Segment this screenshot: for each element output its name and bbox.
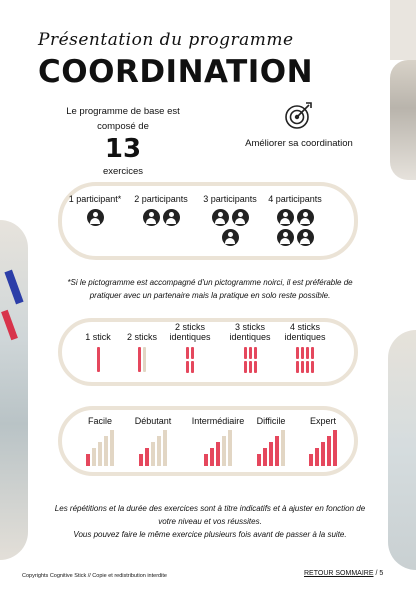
stick-label-line-1: 3 sticks (234, 322, 265, 332)
difficulty-bar (104, 436, 108, 466)
goal-label: Améliorer sa coordination (245, 138, 353, 149)
person-icon (87, 209, 104, 226)
stick-icon (97, 347, 100, 372)
difficulty-bar (145, 448, 149, 466)
stick-icon (143, 347, 146, 372)
intro-line-1: Le programme de base est (66, 106, 180, 117)
stick-group-icon (243, 347, 258, 374)
stick-label-line-1: 2 sticks (174, 322, 205, 332)
intro-line-2: composé de (97, 121, 149, 132)
level-label: Difficile (256, 416, 286, 426)
participant-label: 3 participants (203, 194, 257, 204)
difficulty-bar (216, 442, 220, 466)
level-option (250, 416, 292, 466)
stick-label-line-2: identiques (229, 332, 271, 342)
stick-label-line-2: identiques (284, 332, 326, 342)
stick-option (277, 322, 333, 374)
person-icon (163, 209, 180, 226)
back-link[interactable]: RETOUR SOMMAIRE (304, 570, 374, 577)
exercise-count: 13 (104, 134, 142, 164)
stick-icon (301, 347, 304, 359)
stick-label-line-2: identiques (169, 332, 211, 342)
background-photo-right-lower (388, 330, 416, 570)
script-title: Présentation du programme (38, 30, 294, 50)
difficulty-bar (98, 442, 102, 466)
difficulty-bars-icon (188, 430, 248, 466)
difficulty-bar (281, 430, 285, 466)
difficulty-bar (163, 430, 167, 466)
person-icon (277, 209, 294, 226)
stick-option (160, 322, 220, 374)
level-option (188, 416, 248, 466)
person-icon (143, 209, 160, 226)
difficulty-bar (157, 436, 161, 466)
difficulty-bar (92, 448, 96, 466)
stick-icon (296, 347, 299, 359)
difficulty-bar (151, 442, 155, 466)
footer-line-1: Les répétitions et la durée des exercices sont à titre indicatifs et à ajuster en fonction de (54, 504, 366, 513)
person-icon (212, 209, 229, 226)
difficulty-bar (257, 454, 261, 466)
stick-group-icon (80, 347, 116, 372)
stick-icon (138, 347, 141, 372)
difficulty-bar (269, 442, 273, 466)
person-icon (297, 209, 314, 226)
stick-icon (244, 347, 247, 359)
stick-icon (191, 347, 194, 359)
level-label: Facile (87, 416, 112, 426)
participant-label: 1 participant* (68, 194, 122, 204)
stick-group-icon (295, 347, 315, 374)
stick-label-line-2: 1 stick (85, 332, 111, 342)
difficulty-bar (321, 442, 325, 466)
difficulty-bar (275, 436, 279, 466)
stick-group-icon (122, 347, 162, 372)
difficulty-bar (327, 436, 331, 466)
stick-icon (254, 361, 257, 373)
person-icon (222, 229, 239, 246)
participant-label: 4 participants (268, 194, 322, 204)
stick-icon (244, 361, 247, 373)
level-option (302, 416, 344, 466)
stick-label-line-1: 4 sticks (289, 322, 320, 332)
goal-block (236, 100, 362, 149)
person-icon (232, 209, 249, 226)
exercise-unit: exercices (102, 166, 144, 177)
person-icon (297, 229, 314, 246)
note-line-1: *Si le pictogramme est accompagné d'un pictogramme noirci, il est préférable de (67, 278, 353, 287)
participant-option (130, 194, 192, 226)
stick-icon (191, 361, 194, 373)
level-option (132, 416, 174, 466)
difficulty-bar (228, 430, 232, 466)
stick-icon (306, 347, 309, 359)
level-label: Intermédiaire (191, 416, 245, 426)
footer-line-2: votre niveau et vos réussites. (158, 517, 262, 526)
background-photo-top-right (390, 0, 416, 60)
stick-option (122, 322, 162, 372)
background-photo-right-upper (390, 60, 416, 180)
footer-line-3: Vous pouvez faire le même exercice plusieurs fois avant de passer à la suite. (73, 530, 347, 539)
stick-icon (301, 361, 304, 373)
target-icon (284, 100, 314, 130)
stick-option (222, 322, 278, 374)
difficulty-bar (315, 448, 319, 466)
photo-stick-red (1, 310, 18, 341)
difficulty-bars-icon (302, 430, 344, 466)
participant-option (197, 194, 263, 246)
level-label: Débutant (134, 416, 172, 426)
stick-group-icon (185, 347, 195, 374)
difficulty-bar (139, 454, 143, 466)
pictogram-note (60, 276, 360, 302)
back-to-summary (304, 570, 383, 577)
stick-label-line-1 (80, 322, 116, 332)
participant-option (62, 194, 128, 226)
photo-stick-blue (4, 270, 23, 305)
stick-icon (249, 347, 252, 359)
stick-icon (306, 361, 309, 373)
participant-option (262, 194, 328, 246)
level-option (80, 416, 120, 466)
page-number: / 5 (373, 570, 384, 577)
difficulty-bars-icon (80, 430, 120, 466)
stick-icon (254, 347, 257, 359)
stick-icon (296, 361, 299, 373)
difficulty-bar (210, 448, 214, 466)
stick-icon (186, 347, 189, 359)
level-label: Expert (309, 416, 336, 426)
participant-icons (275, 209, 315, 246)
note-line-2: pratiquer avec un partenaire mais la pratique en solo reste possible. (89, 291, 331, 300)
difficulty-bar (204, 454, 208, 466)
person-icon (277, 229, 294, 246)
stick-icon (311, 347, 314, 359)
page-title: COORDINATION (38, 54, 314, 90)
difficulty-bar (86, 454, 90, 466)
copyright: Copyrights Cognitive Stick // Copie et redistribution interdite (22, 573, 167, 579)
background-photo-left (0, 220, 28, 560)
program-intro (58, 104, 188, 179)
difficulty-bar (333, 430, 337, 466)
difficulty-bar (309, 454, 313, 466)
stick-icon (311, 361, 314, 373)
difficulty-bars-icon (132, 430, 174, 466)
participant-icons (210, 209, 250, 246)
footer-note (40, 502, 380, 541)
participant-label: 2 participants (134, 194, 188, 204)
difficulty-bar (110, 430, 114, 466)
stick-label-line-2: 2 sticks (126, 332, 157, 342)
difficulty-bars-icon (250, 430, 292, 466)
participant-icons (141, 209, 181, 226)
stick-icon (249, 361, 252, 373)
stick-icon (186, 361, 189, 373)
stick-label-line-1 (122, 322, 162, 332)
difficulty-bar (263, 448, 267, 466)
difficulty-bar (222, 436, 226, 466)
participant-icons (75, 209, 115, 226)
stick-option (80, 322, 116, 372)
